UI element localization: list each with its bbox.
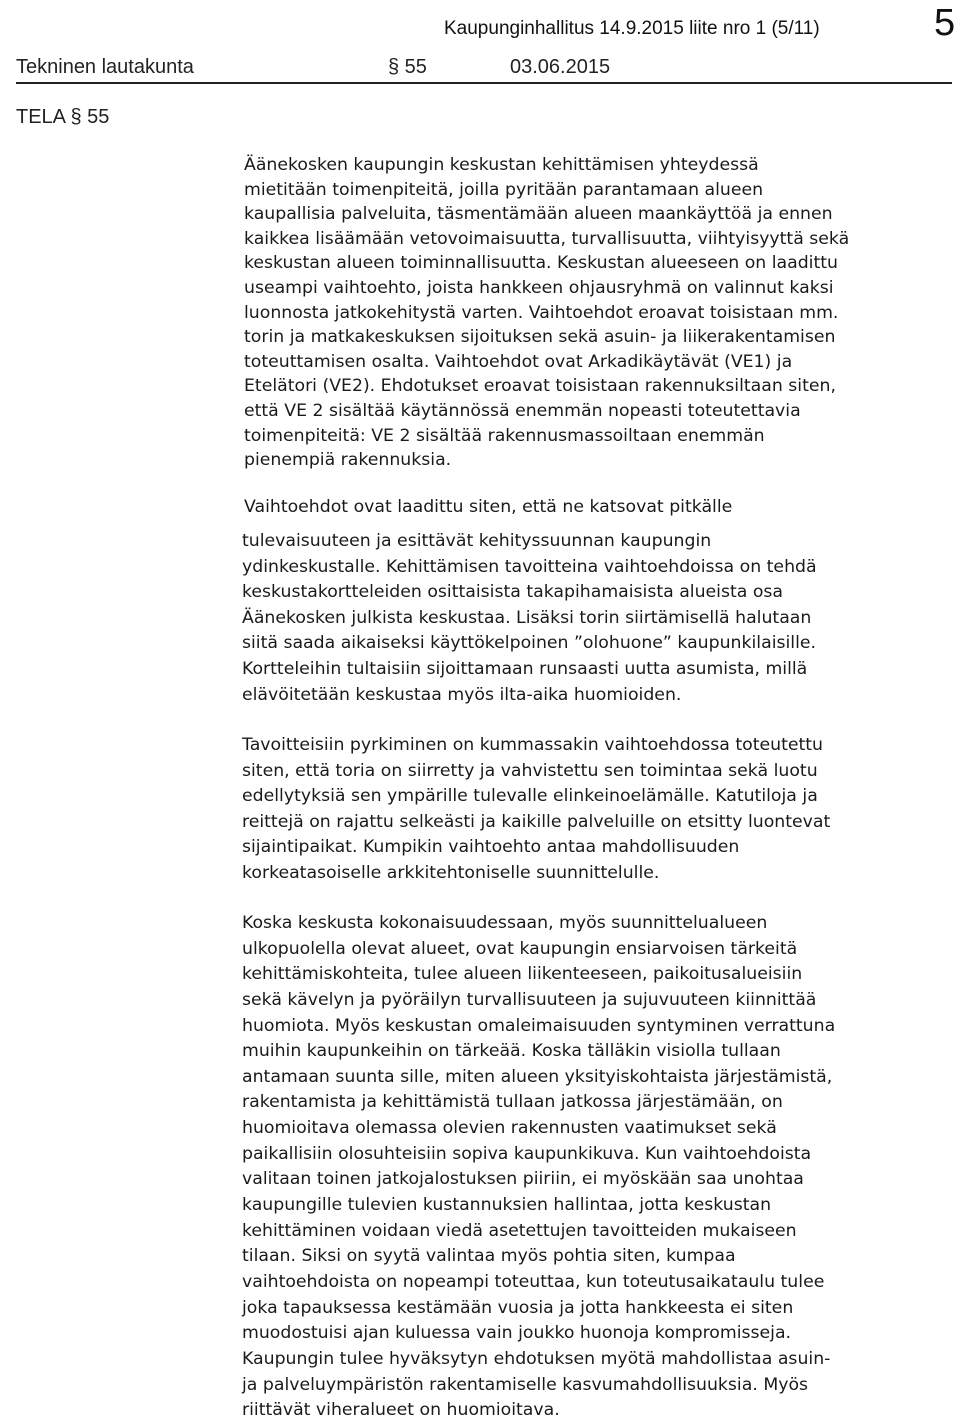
text-line: kaupungille tulevien kustannuksien hallintaa, jotta keskustan <box>242 1195 772 1216</box>
text-line: toteuttamisen osalta. Vaihtoehdot ovat Arkadikäytävät (VE1) ja <box>244 351 793 372</box>
paragraph-goals <box>242 733 830 887</box>
text-line: siten, että toria on siirretty ja vahvistettu sen toimintaa sekä luotu <box>242 760 818 781</box>
text-line: siitä saada aikaiseksi käyttökelpoinen ”olohuone” kaupunkilaisille. <box>242 633 817 654</box>
text-line: reittejä on rajattu selkeästi ja kaikille palveluille on etsitty luontevat <box>242 811 831 832</box>
text-line: ydinkeskustalle. Kehittämisen tavoitteina vaihtoehdoissa on tehdä <box>242 556 817 577</box>
text-line: elävöitetään keskustaa myös ilta-aika huomioiden. <box>242 684 682 705</box>
text-line: kaupallisia palveluita, täsmentämään alueen maankäyttöä ja ennen <box>244 204 833 225</box>
paragraph-alternatives-first-line <box>244 495 732 520</box>
text-line: Vaihtoehdot ovat laadittu siten, että ne katsovat pitkälle <box>244 497 733 517</box>
text-line: sijaintipaikat. Kumpikin vaihtoehto antaa mahdollisuuden <box>242 837 740 858</box>
text-line: muodostuisi ajan kuluessa vain joukko huonoja kompromisseja. <box>242 1323 792 1344</box>
section-label: TELA § 55 <box>16 106 110 128</box>
paragraph-alternatives <box>242 529 817 708</box>
text-line: keskustakortteleiden osittaisista takapihamaisista alueista osa <box>242 582 784 603</box>
text-line: valitaan toinen jatkojalostuksen piiriin, ei myöskään saa unohtaa <box>242 1169 804 1190</box>
text-line: että VE 2 sisältää käytännössä enemmän nopeasti toteutettavia <box>244 400 801 421</box>
text-line: riittävät viheralueet on huomioitava. <box>242 1400 560 1421</box>
paragraph-background <box>244 153 849 473</box>
text-line: kehittämiskohteita, tulee alueen liikenteeseen, paikoitusalueisiin <box>242 964 803 985</box>
text-line: Tavoitteisiin pyrkiminen on kummassakin vaihtoehdossa toteutettu <box>242 735 824 755</box>
text-line: Äänekosken kaupungin keskustan kehittämisen yhteydessä <box>244 155 759 175</box>
text-line: antamaan suunta sille, miten alueen yksityiskohtaista järjestämistä, <box>242 1066 833 1087</box>
minutes-header <box>16 56 952 84</box>
text-line: rakentamista ja kehittämistä tullaan jatkossa järjestämään, on <box>242 1092 783 1113</box>
text-line: Etelätori (VE2). Ehdotukset eroavat toisistaan rakennuksiltaan siten, <box>244 376 836 397</box>
text-line: tilaan. Siksi on syytä valintaa myös pohtia siten, kumpaa <box>242 1246 736 1267</box>
text-line: huomioitava olemassa olevien rakennusten vaatimukset sekä <box>242 1118 777 1139</box>
text-line: sekä kävelyn ja pyöräilyn turvallisuuteen ja sujuvuuteen kiinnittää <box>242 989 817 1010</box>
text-line: toimenpiteitä: VE 2 sisältää rakennusmassoiltaan enemmän <box>244 425 765 446</box>
text-line: tulevaisuuteen ja esittävät kehityssuunnan kaupungin <box>242 531 712 551</box>
text-line: korkeatasoiselle arkkitehtoniselle suunnittelulle. <box>242 862 660 883</box>
text-line: mietitään toimenpiteitä, joilla pyritään parantamaan alueen <box>244 179 764 200</box>
text-line: Äänekosken julkista keskustaa. Lisäksi torin siirtämisellä halutaan <box>242 607 812 628</box>
text-line: ulkopuolella olevat alueet, ovat kaupungin ensiarvoisen tärkeitä <box>242 938 798 959</box>
document-header-title: Kaupunginhallitus 14.9.2015 liite nro 1 (5/11) <box>444 18 820 39</box>
text-line: edellytyksiä sen ympärille tulevalle elinkeinoelämälle. Katutiloja ja <box>242 786 818 807</box>
text-line: torin ja matkakeskuksen sijoituksen sekä asuin- ja liikerakentamisen <box>244 327 836 348</box>
text-line: useampi vaihtoehto, joista hankkeen ohjausryhmä on valinnut kaksi <box>244 277 834 298</box>
meeting-date: 03.06.2015 <box>510 56 611 78</box>
text-line: paikallisiin olosuhteisiin sopiva kaupunkikuva. Kun vaihtoehdoista <box>242 1143 812 1164</box>
text-line: joka tapauksessa kestämään vuosia ja jotta hankkeesta ei siten <box>242 1297 794 1318</box>
committee-name: Tekninen lautakunta <box>16 56 194 78</box>
text-line: Kortteleihin tultaisiin sijoittamaan runsaasti uutta asumista, millä <box>242 658 808 679</box>
text-line: ja palveluympäristön rakentamiselle kasvumahdollisuuksia. Myös <box>242 1374 809 1395</box>
page-number: 5 <box>934 2 956 44</box>
text-line: muihin kaupunkeihin on tärkeää. Koska tälläkin visiolla tullaan <box>242 1041 781 1062</box>
text-line: luonnosta jatkokehitystä varten. Vaihtoehdot eroavat toisistaan mm. <box>244 302 839 323</box>
text-line: keskustan alueen toiminnallisuutta. Keskustan alueeseen on laadittu <box>244 253 838 274</box>
text-line: kaikkea lisäämään vetovoimaisuutta, turvallisuutta, viihtyisyyttä sekä <box>244 228 850 249</box>
text-line: Koska keskusta kokonaisuudessaan, myös suunnittelualueen <box>242 913 768 933</box>
text-line: huomiota. Myös keskustan omaleimaisuuden syntyminen verrattuna <box>242 1015 836 1036</box>
text-line: pienempiä rakennuksia. <box>244 450 452 471</box>
text-line: kehittäminen voidaan viedä asetettujen tavoitteiden mukaiseen <box>242 1220 797 1241</box>
text-line: vaihtoehdoista on nopeampi toteuttaa, kun toteutusaikataulu tulee <box>242 1271 825 1292</box>
section-number: § 55 <box>388 56 427 78</box>
paragraph-considerations <box>242 911 835 1424</box>
text-line: Kaupungin tulee hyväksytyn ehdotuksen myötä mahdollistaa asuin- <box>242 1348 831 1369</box>
